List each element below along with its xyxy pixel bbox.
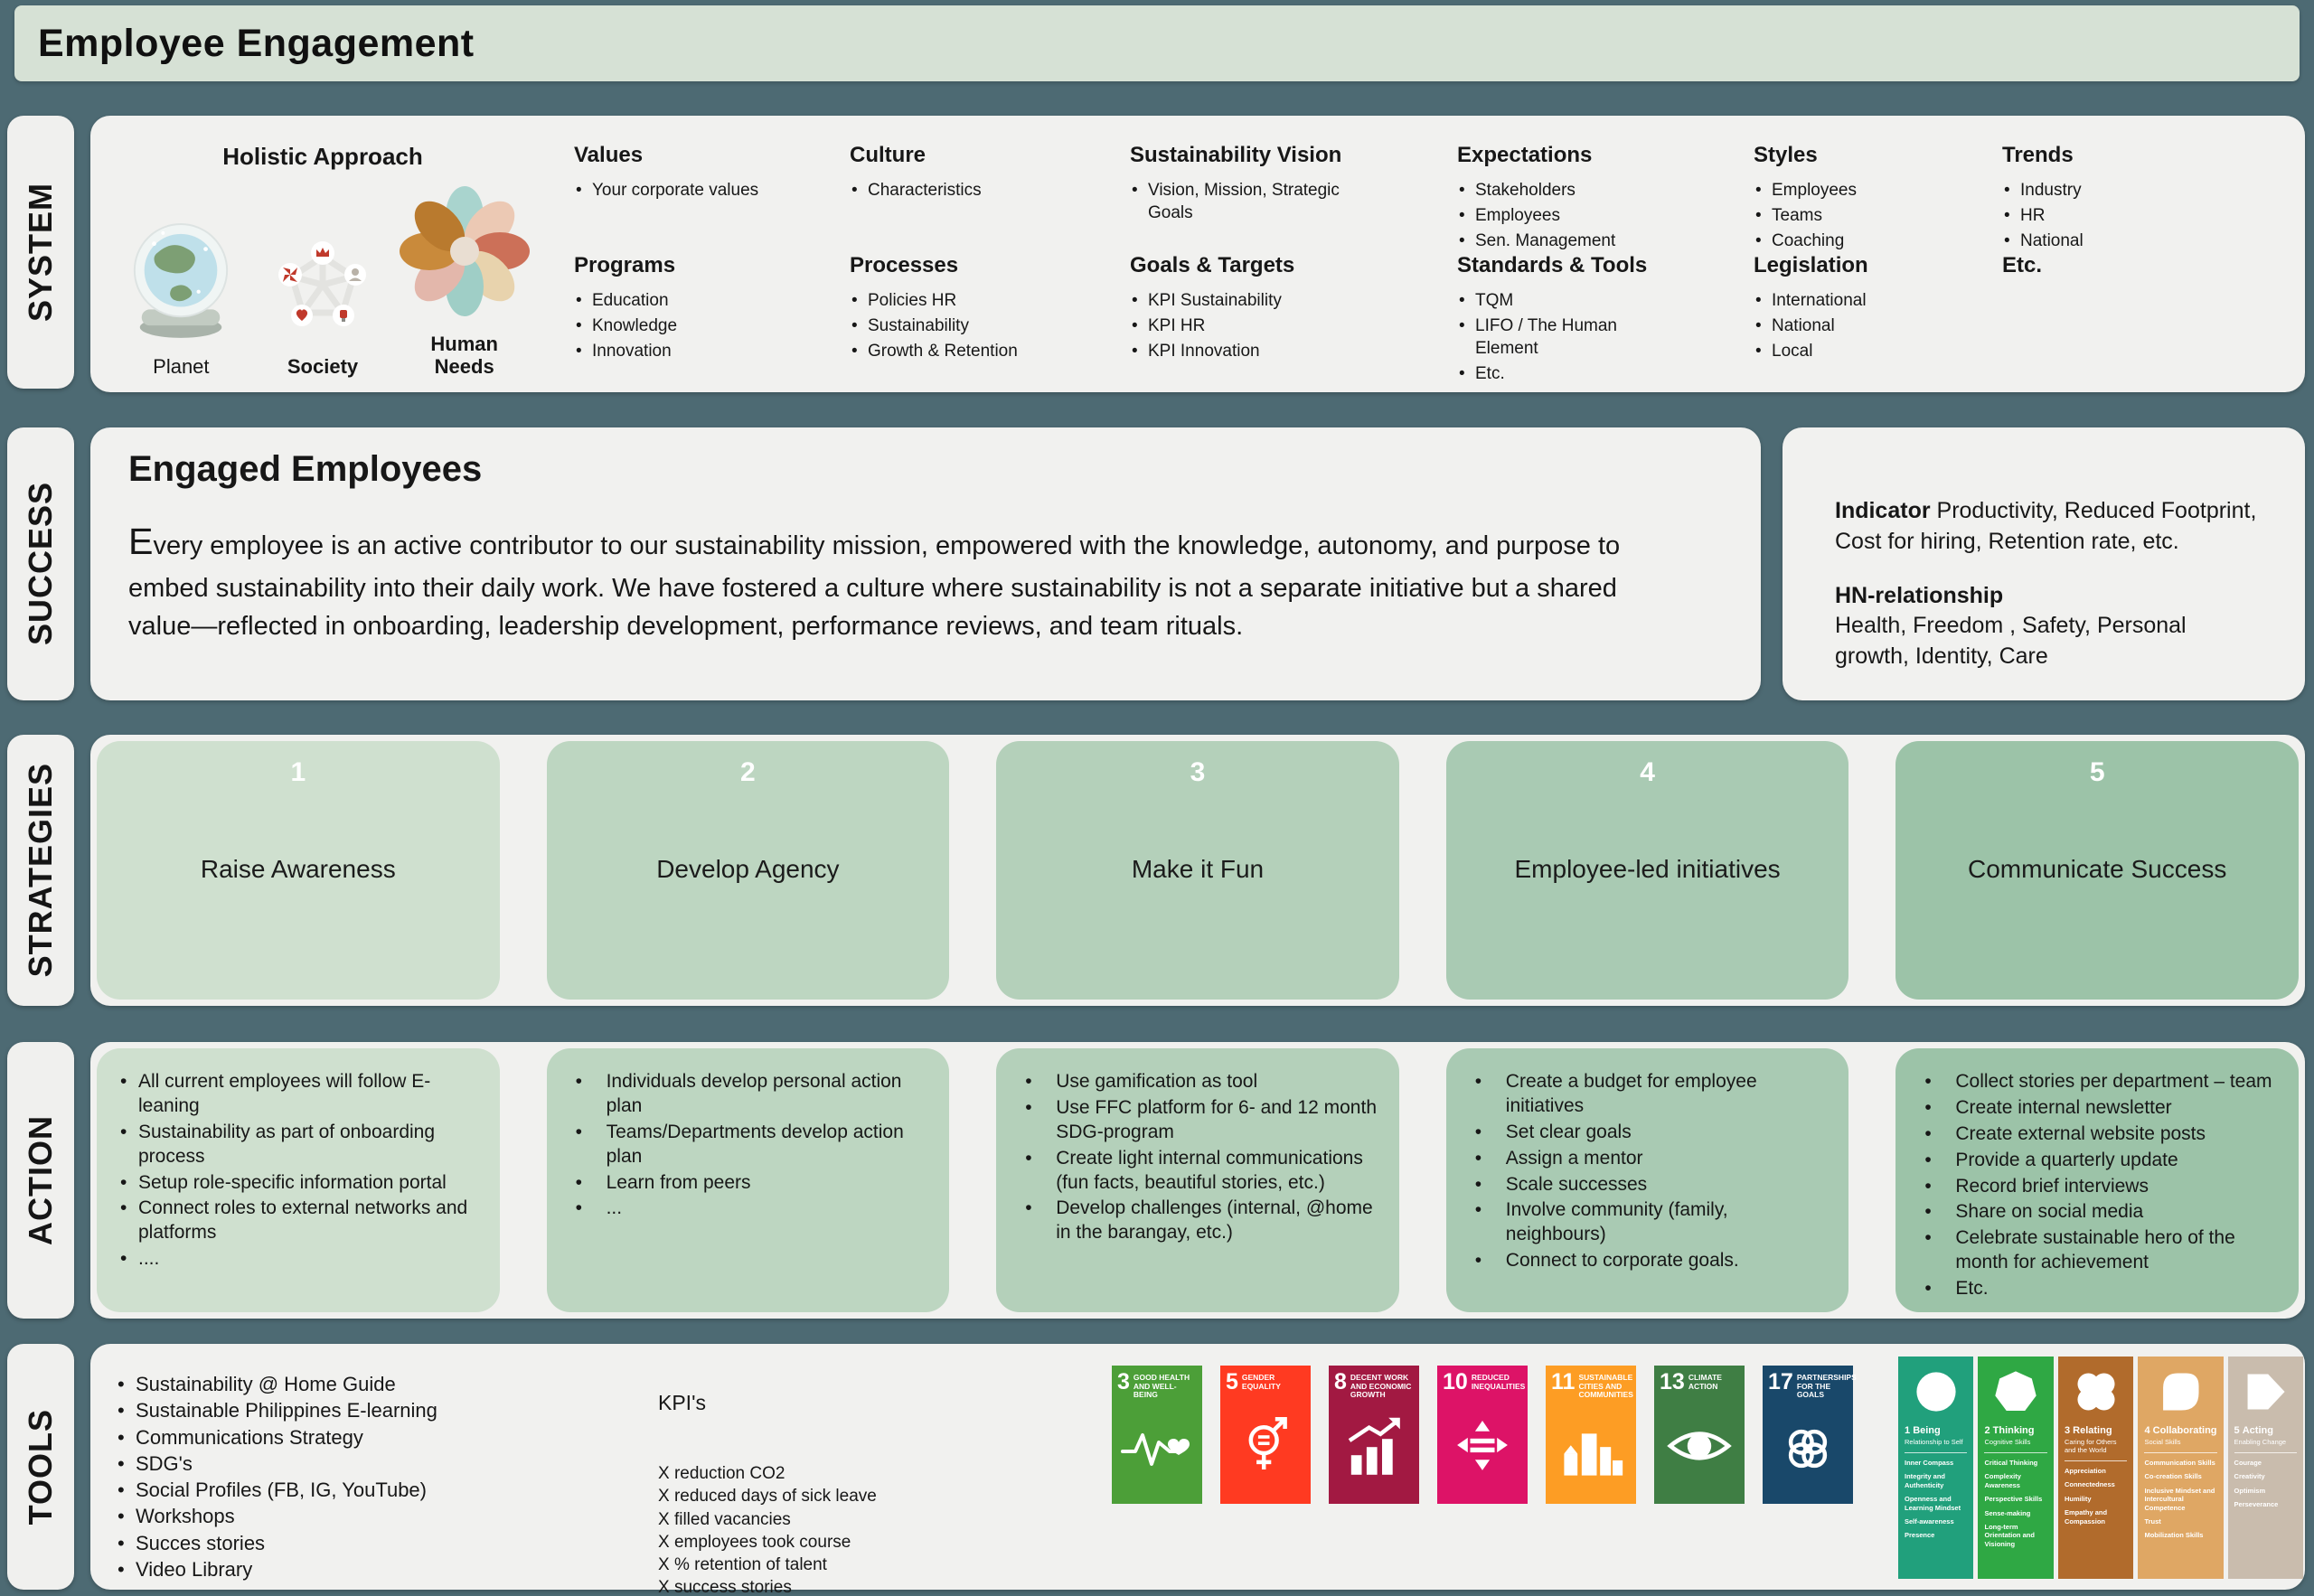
circle-shape-icon bbox=[1905, 1366, 1967, 1418]
human-needs-label: Human Needs bbox=[430, 333, 498, 379]
sdg-3-health-icon bbox=[1117, 1400, 1197, 1497]
kpi-heading: KPI's bbox=[658, 1391, 706, 1414]
row-label-tools: TOOLS bbox=[7, 1344, 74, 1590]
action-panel bbox=[90, 1042, 2305, 1319]
action-card-3: • Use gamification as tool • Use FFC platform for 6- and 12 month SDG-program • Create light internal communications (fun facts, beautiful stories, etc.) • Develop challenges (internal, @home in the barangay, etc.) bbox=[996, 1048, 1399, 1312]
holistic-approach bbox=[103, 125, 542, 387]
sdg-17-partnerships-icon bbox=[1768, 1400, 1848, 1497]
sdg-icons-row bbox=[1112, 1366, 1857, 1504]
idg-framework bbox=[1898, 1357, 2303, 1579]
system-column-culture: Culture • Characteristics Processes • Policies HR • Sustainability • Growth & Retention bbox=[850, 116, 1103, 387]
success-panel bbox=[90, 427, 1761, 700]
strategy-card-4: 4 Employee-led initiatives bbox=[1446, 741, 1849, 1000]
strategy-title: Raise Awareness bbox=[200, 854, 396, 883]
sdg-11-tile: 11 SUSTAINABLE CITIES AND COMMUNITIES bbox=[1546, 1366, 1636, 1504]
holistic-society bbox=[252, 235, 394, 378]
strategy-card-2: 2 Develop Agency bbox=[547, 741, 950, 1000]
idg-relating-items: Appreciation Connectedness Humility Empathy and Compassion bbox=[2064, 1467, 2115, 1526]
system-column-vision: Sustainability Vision • Vision, Mission, Strategic Goals Goals & Targets • KPI Sustainability • KPI HR • KPI Innovation bbox=[1130, 116, 1347, 387]
sdg-11-city-icon bbox=[1551, 1400, 1631, 1497]
holistic-human-needs bbox=[393, 183, 535, 379]
title-bar bbox=[14, 5, 2300, 81]
tools-list: • Sustainability @ Home Guide • Sustainable Philippines E-learning • Communications Strategy • SDG's • Social Profiles (FB, IG, YouTube) • Workshops • Succes stories • Video Library bbox=[116, 1371, 437, 1582]
tools-panel bbox=[90, 1344, 2305, 1596]
page-title: Employee Engagement bbox=[38, 21, 475, 65]
strategy-card-3: 3 Make it Fun bbox=[996, 741, 1399, 1000]
idg-acting-column: 5 Acting Enabling Change Courage Creativity Optimism Perseverance bbox=[2228, 1357, 2303, 1579]
idg-being-column: 1 Being Relationship to Self Inner Compass Integrity and Authenticity Openness and Learning Mindset Self-awareness Presence bbox=[1898, 1357, 1973, 1579]
society-label: Society bbox=[287, 355, 359, 379]
strategy-card-5: 5 Communicate Success bbox=[1895, 741, 2299, 1000]
idg-thinking-items: Critical Thinking Complexity Awareness Perspective Skills Sense-making Long-term Orientation and Visioning bbox=[1984, 1459, 2043, 1548]
system-column-trends: Trends • Industry • HR • National Etc. bbox=[2002, 116, 2219, 387]
row-label-success: SUCCESS bbox=[7, 427, 74, 700]
arrow-pentagon-shape-icon bbox=[2234, 1366, 2297, 1418]
column-heading: Programs bbox=[574, 253, 676, 277]
planet-snowglobe-icon bbox=[127, 217, 234, 346]
action-card-1: • All current employees will follow E-leaning • Sustainability as part of onboarding process • Setup role-specific information portal • Connect roles to external networks and platforms • .... bbox=[97, 1048, 500, 1312]
column-heading: Values bbox=[574, 143, 644, 167]
clover-shape-icon bbox=[2065, 1366, 2127, 1418]
leaf-shape-icon bbox=[2144, 1366, 2216, 1418]
strategy-number: 1 bbox=[290, 757, 306, 787]
success-side-panel bbox=[1783, 427, 2305, 700]
kpi-list: X reduction CO2 X reduced days of sick leave X filled vacancies X employees took course X % retention of talent X success stories bbox=[658, 1464, 877, 1596]
strategies-panel bbox=[90, 735, 2305, 1006]
sdg-17-tile: 17 PARTNERSHIPS FOR THE GOALS bbox=[1763, 1366, 1853, 1504]
idg-collaborating-column: 4 Collaborating Social Skills Communication Skills Co-creation Skills Inclusive Mindset and Intercultural Competence Trust Mobilization Skills bbox=[2138, 1357, 2223, 1579]
action-card-4: • Create a budget for employee initiatives • Set clear goals • Assign a mentor • Scale successes • Involve community (family, neighbours) • Connect to corporate goals. bbox=[1446, 1048, 1849, 1312]
sdg-10-tile: 10 REDUCED INEQUALITIES bbox=[1437, 1366, 1528, 1504]
idg-acting-items: Courage Creativity Optimism Perseverance bbox=[2234, 1459, 2279, 1509]
success-description: Every employee is an active contributor to our sustainability mission, empowered with the knowledge, autonomy, and purpose to embed sustainability into their daily work. We have fostered a culture where sustainability is not a separate initiative but a shared value—reflected in onboarding, leadership development, performance reviews, and team rituals. bbox=[128, 521, 1621, 642]
system-column-values: Values • Your corporate values Programs • Education • Knowledge • Innovation bbox=[574, 116, 827, 387]
planet-label: Planet bbox=[153, 355, 210, 379]
sdg-8-tile: 8 DECENT WORK AND ECONOMIC GROWTH bbox=[1329, 1366, 1419, 1504]
system-column-expectations: Expectations • Stakeholders • Employees • Sen. Management Standards & Tools • TQM • LIFO / The Human Element • Etc. bbox=[1457, 116, 1665, 387]
idg-thinking-column: 2 Thinking Cognitive Skills Critical Thinking Complexity Awareness Perspective Skills Sense-making Long-term Orientation and Visioning bbox=[1978, 1357, 2053, 1579]
sdg-10-equality-icon bbox=[1443, 1394, 1522, 1497]
row-label-action: ACTION bbox=[7, 1042, 74, 1319]
human-needs-flower-icon bbox=[397, 183, 532, 324]
row-label-system: SYSTEM bbox=[7, 116, 74, 389]
sdg-13-tile: 13 CLIMATE ACTION bbox=[1654, 1366, 1745, 1504]
society-network-icon bbox=[272, 235, 373, 346]
sdg-13-climate-icon bbox=[1660, 1394, 1739, 1497]
row-label-strategies: STRATEGIES bbox=[7, 735, 74, 1006]
action-card-2: • Individuals develop personal action plan • Teams/Departments develop action plan • Learn from peers • ... bbox=[547, 1048, 950, 1312]
hn-relationship-label: HN-relationship bbox=[1835, 582, 2004, 608]
idg-being-items: Inner Compass Integrity and Authenticity Openness and Learning Mindset Self-awareness Presence bbox=[1905, 1459, 1961, 1540]
success-indicators: Indicator Productivity, Reduced Footprint, Cost for hiring, Retention rate, etc. HN-relationship Health, Freedom , Safety, Personal growth, Identity, Care bbox=[1835, 498, 2257, 669]
success-title: Engaged Employees bbox=[128, 449, 483, 489]
holistic-title: Holistic Approach bbox=[222, 143, 423, 170]
sdg-8-growth-icon bbox=[1334, 1400, 1414, 1497]
holistic-planet bbox=[110, 217, 252, 378]
system-column-styles: Styles • Employees • Teams • Coaching Legislation • International • National • Local bbox=[1754, 116, 1971, 387]
sdg-3-tile: 3 GOOD HEALTH AND WELL-BEING bbox=[1112, 1366, 1202, 1504]
idg-collaborating-items: Communication Skills Co-creation Skills Inclusive Mindset and Intercultural Competence Trust Mobilization Skills bbox=[2144, 1459, 2215, 1540]
kpi-block bbox=[658, 1391, 877, 1596]
sdg-5-gender-icon bbox=[1226, 1394, 1305, 1497]
system-panel bbox=[90, 116, 2305, 392]
sdg-5-tile: 5 GENDER EQUALITY bbox=[1220, 1366, 1311, 1504]
heptagon-shape-icon bbox=[1984, 1366, 2046, 1418]
idg-relating-column: 3 Relating Caring for Others and the World Appreciation Connectedness Humility Empathy and Compassion bbox=[2058, 1357, 2133, 1579]
strategy-card-1 bbox=[97, 741, 500, 1000]
action-card-5: • Collect stories per department – team • Create internal newsletter • Create external website posts • Provide a quarterly update • Record brief interviews • Share on social media • Celebrate sustainable hero of the month for achievement • Etc. bbox=[1895, 1048, 2299, 1312]
indicator-label: Indicator bbox=[1835, 498, 1931, 523]
